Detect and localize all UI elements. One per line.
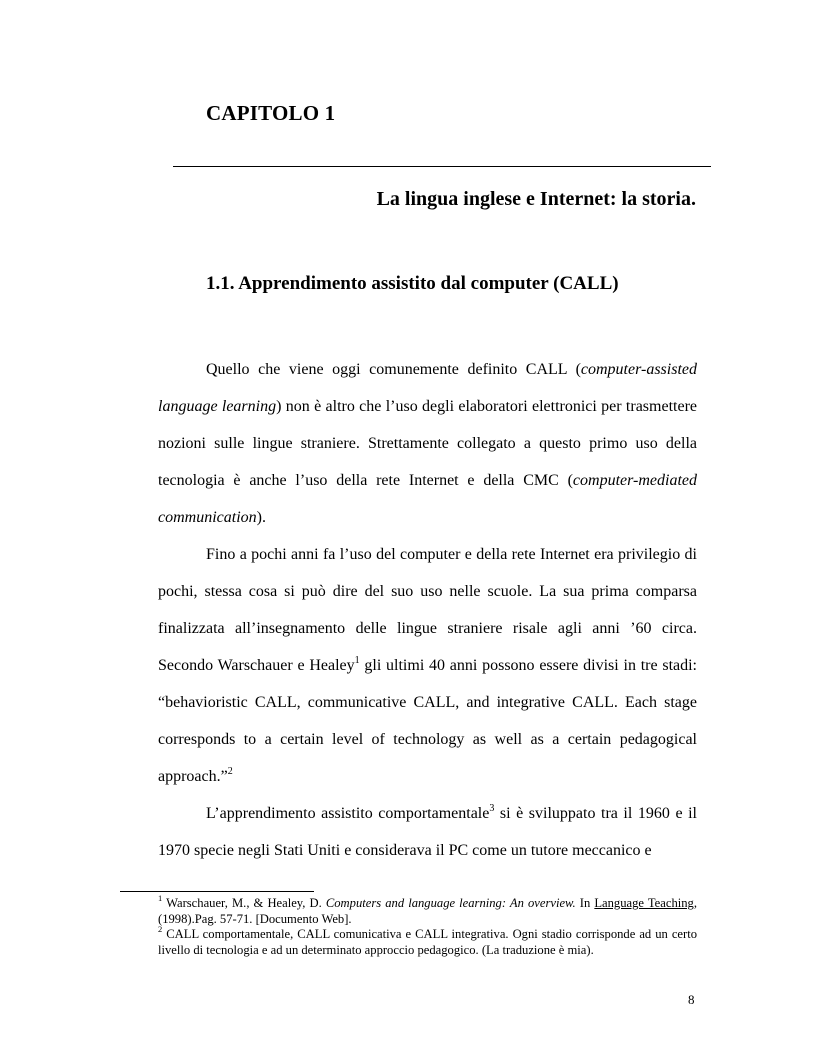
section-heading: 1.1. Apprendimento assistito dal computer (CALL)	[206, 273, 619, 294]
chapter-subtitle: La lingua inglese e Internet: la storia.	[376, 188, 696, 210]
footnote-separator	[120, 891, 314, 892]
paragraph-3: L’apprendimento assistito comportamentale$^3$ si è sviluppato tra il 1960 e il 1970 specie negli Stati Uniti e considerava il PC come un tutore meccanico e	[158, 802, 697, 859]
footnote-ref-2: 2	[227, 765, 233, 777]
chapter-title: CAPITOLO 1	[206, 101, 336, 125]
body-text	[158, 351, 697, 869]
title-rule	[173, 166, 711, 167]
paragraph-2: Fino a pochi anni fa l’uso del computer e della rete Internet era privilegio di pochi, stessa cosa si può dire del suo uso nelle scuole. La sua prima comparsa finalizzata all’insegnamento delle lingue straniere risale agli anni ’60 circa. Secondo Warschauer e Healey$^1$ gli ultimi 40 anni possono essere divisi in tre stadi: “behavioristic CALL, communicative CALL, and integrative CALL. Each stage corresponds to a certain level of technology as well as a certain pedagogical approach.”$^2$	[158, 546, 698, 785]
page-number: 8	[688, 992, 695, 1007]
paragraph-1: Quello che viene oggi comunemente definito CALL (computer-assisted language learning) non è altro che l’uso degli elaboratori elettronici per trasmettere nozioni sulle lingue straniere. Strettamente collegato a questo primo uso della tecnologia è anche l’uso della rete Internet e della CMC (computer-mediated communication).	[158, 361, 698, 526]
footnote-1: $^1$ Warschauer, M., & Healey, D. Computers and language learning: An overview. In Language Teaching, (1998).Pag. 57-71. [Documento Web].	[158, 892, 697, 926]
footnote-2: $^2$ CALL comportamentale, CALL comunicativa e CALL integrativa. Ogni stadio corrisponde ad un certo livello di tecnologia e ad un determinato approccio pedagogico. (La traduzione è mia).	[158, 924, 697, 957]
footnote-ref-1: 1	[354, 654, 360, 666]
footnotes	[158, 892, 697, 958]
footnote-ref-3: 3	[489, 802, 495, 814]
